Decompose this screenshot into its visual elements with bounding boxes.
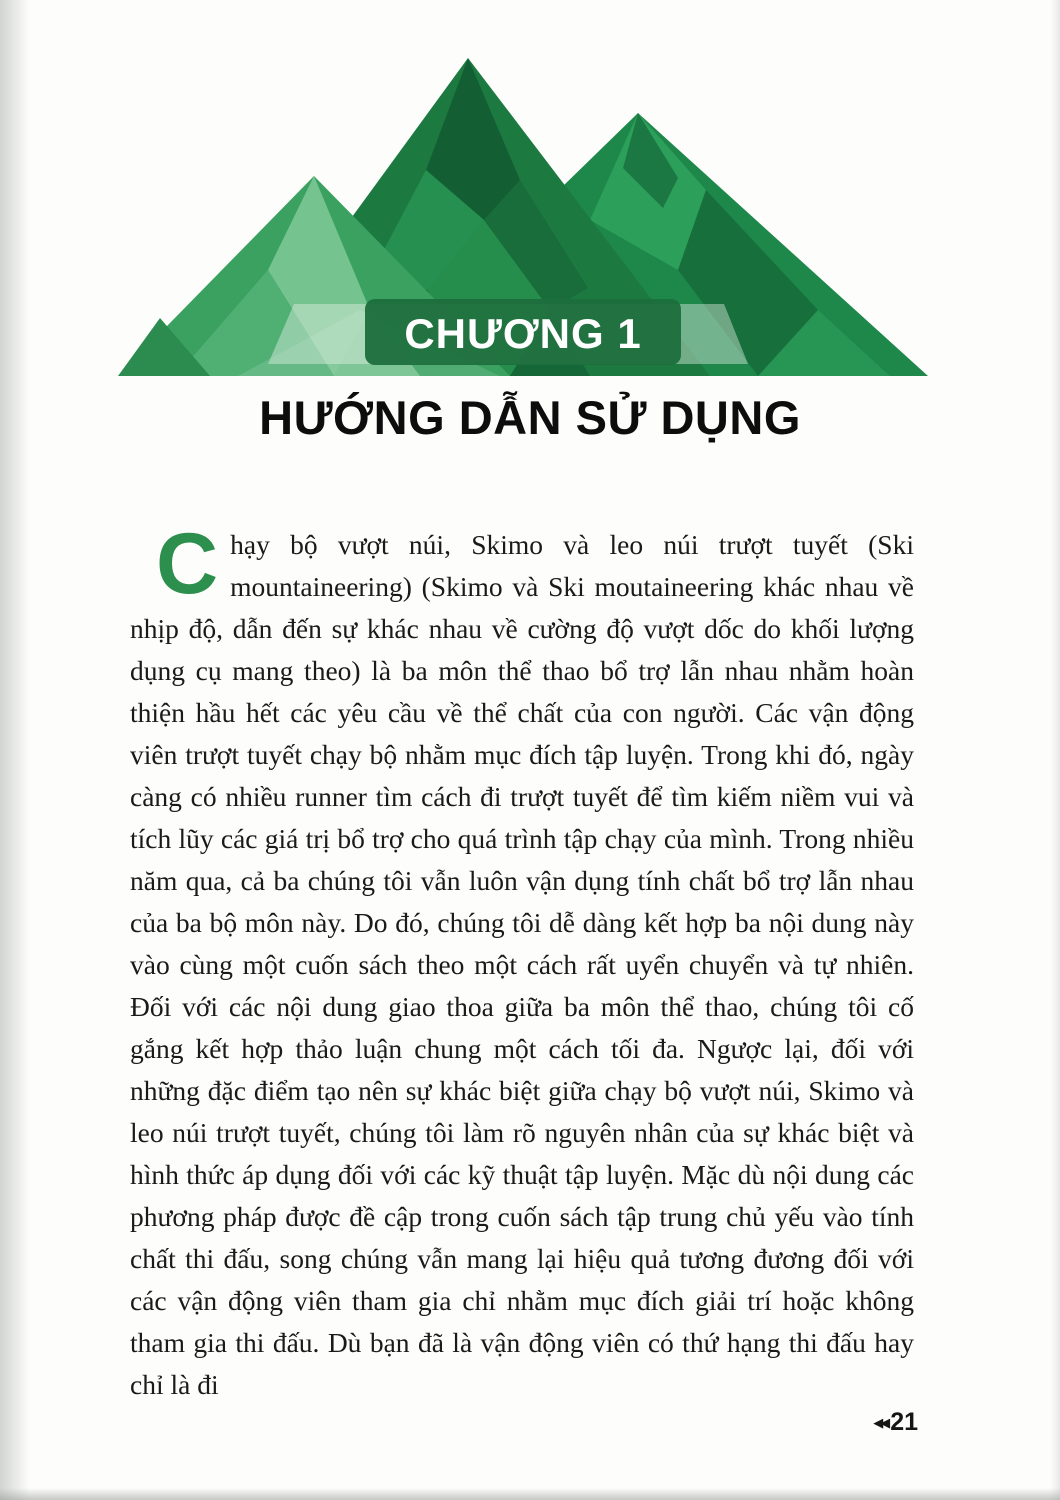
mountain-graphic [118,58,928,376]
body-paragraph [130,516,914,1406]
rewind-icon: ◀◀ [873,1416,888,1431]
page-number: 21 [890,1408,918,1436]
paragraph-text: hạy bộ vượt núi, Skimo và leo núi trượt tuyết (Ski mountaineering) (Skimo và Ski moutaineering khác nhau về nhịp độ, dẫn đến sự khác nhau về cường độ vượt dốc do khối lượng dụng cụ mang theo) là ba môn thể thao bổ trợ lẫn nhau nhằm hoàn thiện hầu hết các yêu cầu về thể chất của con người. Các vận động viên trượt tuyết chạy bộ nhằm mục đích tập luyện. Trong khi đó, ngày càng có nhiều runner tìm cách đi trượt tuyết để tìm kiếm niềm vui và tích lũy các giá trị bổ trợ cho quá trình tập chạy của mình. Trong nhiều năm qua, cả ba chúng tôi vẫn luôn vận dụng tính chất bổ trợ lẫn nhau của ba bộ môn này. Do đó, chúng tôi dễ dàng kết hợp ba nội dung này vào cùng một cuốn sách theo một cách rất uyển chuyển và tự nhiên. Đối với các nội dung giao thoa giữa ba môn thể thao, chúng tôi cố gắng kết hợp thảo luận chung một cách tối đa. Ngược lại, đối với những đặc điểm tạo nên sự khác biệt giữa chạy bộ vượt núi, Skimo và leo núi trượt tuyết, chúng tôi làm rõ nguyên nhân của sự khác biệt và hình thức áp dụng đối với các kỹ thuật tập luyện. Mặc dù nội dung các phương pháp được đề cập trong cuốn sách tập trung chủ yếu vào tính chất thi đấu, song chúng vẫn mang lại hiệu quả tương đương đối với các vận động viên tham gia chỉ nhằm mục đích giải trí hoặc không tham gia thi đấu. Dù bạn đã là vận động viên có thứ hạng thi đấu hay chỉ là đi [130,529,914,1400]
drop-cap: C [156,516,219,612]
chapter-banner [118,305,928,363]
page-footer [873,1408,918,1437]
scan-shadow-bottom [0,1488,1060,1500]
chapter-title: HƯỚNG DẪN SỬ DỤNG [259,391,801,444]
scan-shadow-right [1050,0,1060,1500]
scan-shadow-left [0,0,30,1500]
chapter-label: CHƯƠNG 1 [404,310,642,357]
